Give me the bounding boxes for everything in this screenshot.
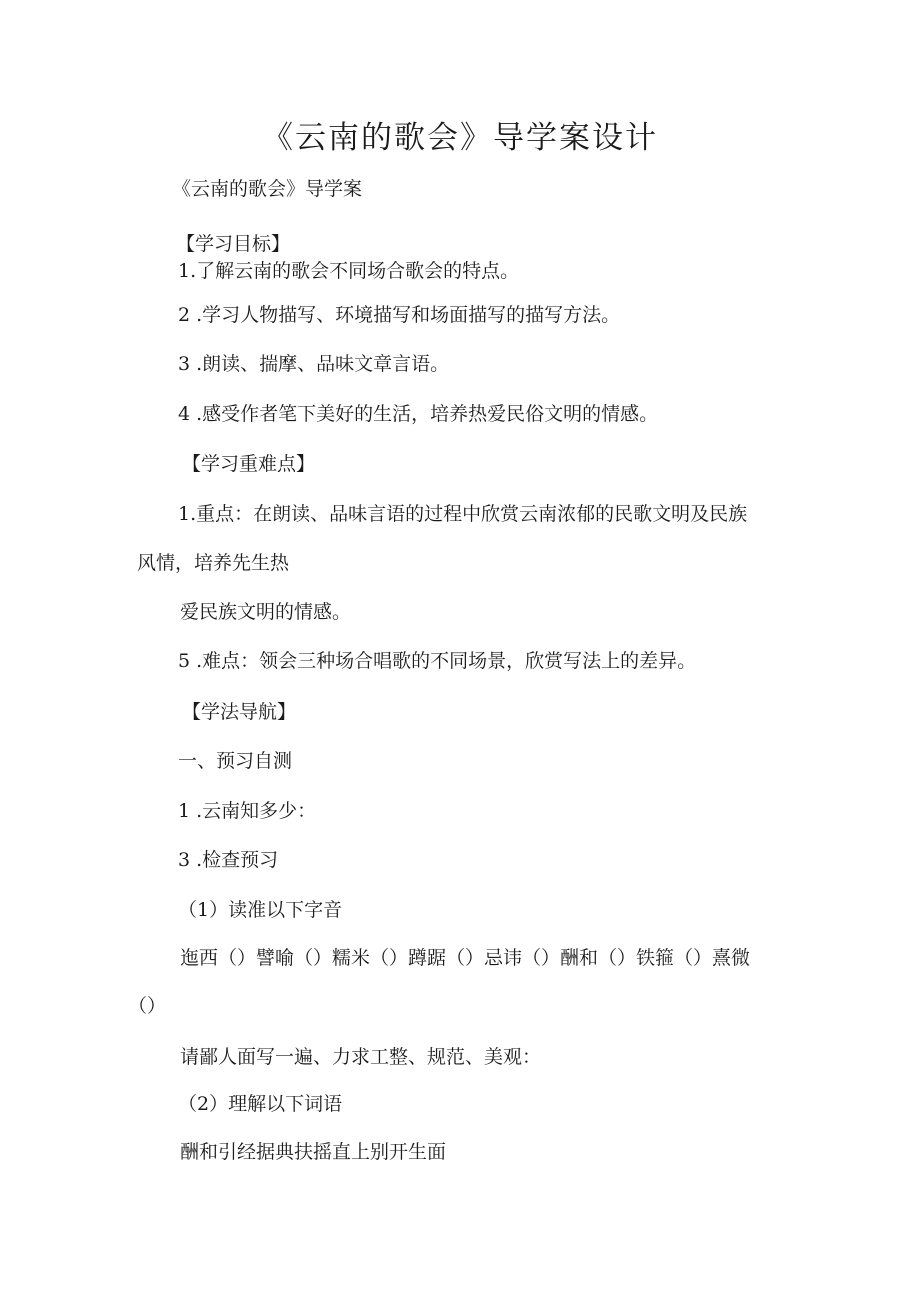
objective-item: 1.了解云南的歌会不同场合歌会的特点。 — [178, 260, 520, 282]
objective-item: 2 .学习人物描写、环境描写和场面描写的描写方法。 — [178, 304, 621, 326]
section-heading-objectives: 【学习目标】 — [176, 233, 291, 255]
preview-subitem: （1）读准以下字音 — [178, 899, 343, 921]
key-point-continuation: 爱民族文明的情感。 — [180, 601, 352, 623]
subsection-heading-preview: 一、预习自测 — [178, 750, 293, 772]
preview-item: 3 .检查预习 — [178, 849, 279, 871]
pronunciation-words: 迤西（）譬喻（）糯米（）蹲踞（）忌讳（）酬和（）铁箍（）熹微 — [180, 947, 751, 969]
key-point-continuation: 风情，培养先生热 — [137, 552, 290, 574]
objective-item: 4 .感受作者笔下美好的生活，培养热爱民俗文明的情感。 — [178, 403, 659, 425]
preview-subitem: （2）理解以下词语 — [178, 1093, 343, 1115]
pronunciation-words-continuation: （） — [128, 995, 167, 1017]
section-heading-key-points: 【学习重难点】 — [182, 453, 316, 475]
key-point-item: 5 .难点：领会三种场合唱歌的不同场景，欣赏写法上的差异。 — [178, 650, 697, 672]
preview-item: 1 .云南知多少： — [178, 800, 317, 822]
instruction-text: 请鄙人面写一遍、力求工整、规范、美观： — [180, 1046, 542, 1068]
section-heading-method: 【学法导航】 — [182, 701, 297, 723]
document-title: 《云南的歌会》导学案设计 — [262, 120, 658, 156]
objective-item: 3 .朗读、揣摩、品味文章言语。 — [178, 353, 450, 375]
key-point-item: 1.重点：在朗读、品味言语的过程中欣赏云南浓郁的民歌文明及民族 — [178, 503, 748, 525]
subtitle: 《云南的歌会》导学案 — [172, 178, 363, 200]
vocabulary-words: 酬和引经据典扶摇直上别开生面 — [180, 1141, 447, 1163]
